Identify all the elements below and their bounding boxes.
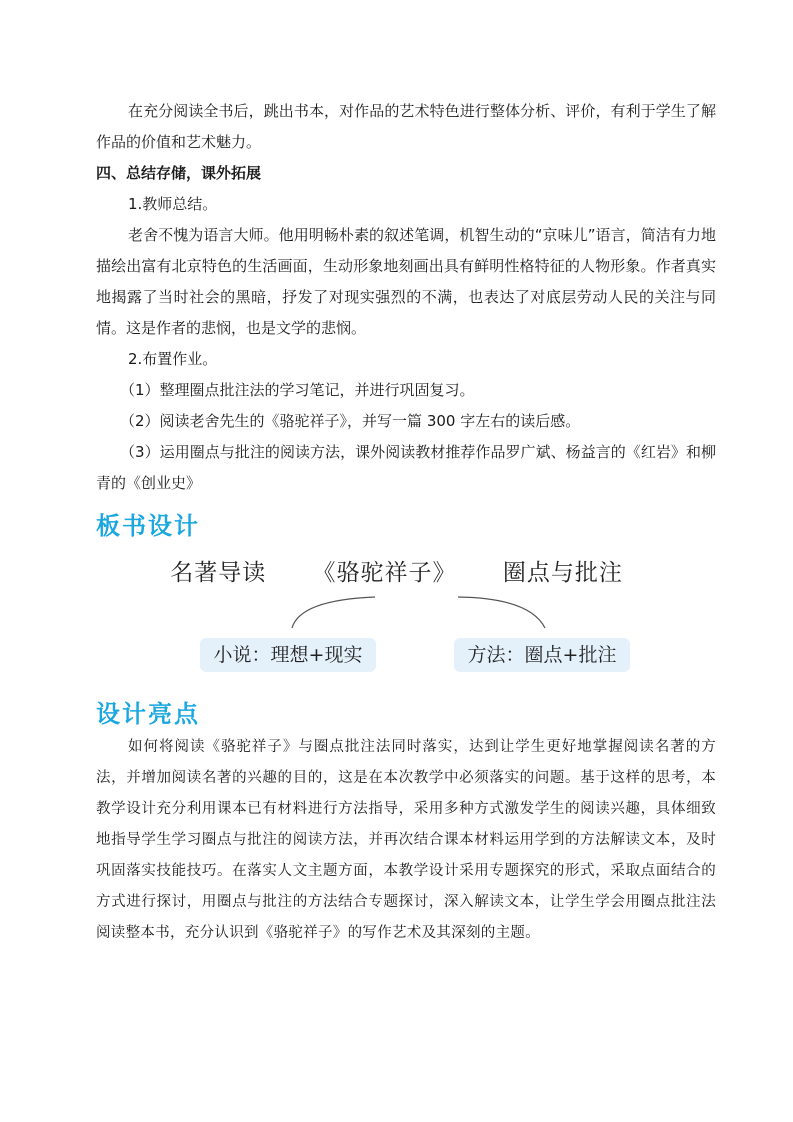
design-highlight-body: 如何将阅读《骆驼祥子》与圈点批注法同时落实，达到让学生更好地掌握阅读名著的方法，并增加阅读名著的兴趣的目的，这是在本次教学中必须落实的问题。基于这样的思考，本教学设计充分利用课本已有材料进行方法指导，采用多种方式激发学生的阅读兴趣，具体细致地指导学生学习圈点与批注的阅读方法，并再次结合课本材料运用学到的方法解读文本，及时巩固落实技能技巧。在落实人文主题方面，本教学设计采用专题探究的形式，采取点面结合的方式进行探讨，用圈点与批注的方法结合专题探讨，深入解读文本，让学生学会用圈点批注法阅读整本书，充分认识到《骆驼祥子》的写作艺术及其深刻的主题。 bbox=[96, 739, 716, 941]
intro-paragraph: 在充分阅读全书后，跳出书本，对作品的艺术特色进行整体分析、评价，有利于学生了解作品的价值和艺术魅力。 bbox=[96, 102, 716, 151]
board-design-heading: 板书设计 bbox=[96, 512, 200, 540]
board-right-box: 方法：圈点+批注 bbox=[454, 638, 630, 672]
left-arc bbox=[292, 597, 375, 628]
item1-title: 1.教师总结。 bbox=[128, 195, 218, 213]
item2-title: 2.布置作业。 bbox=[128, 350, 218, 368]
homework-1: （1）整理圈点批注法的学习笔记，并进行巩固复习。 bbox=[120, 381, 475, 399]
board-title-part3: 圈点与批注 bbox=[502, 560, 623, 586]
homework-3: （3）运用圈点与批注的阅读方法，课外阅读教材推荐作品罗广斌、杨益言的《红岩》和柳青的《创业史》 bbox=[96, 443, 716, 492]
board-title-part1: 名著导读 bbox=[170, 560, 267, 586]
board-left-box: 小说：理想+现实 bbox=[200, 638, 376, 672]
section4-heading: 四、总结存储，课外拓展 bbox=[96, 164, 262, 182]
item1-body: 老舍不愧为语言大师。他用明畅朴素的叙述笔调，机智生动的“京味儿”语言，简洁有力地描绘出富有北京特色的生活画面，生动形象地刻画出具有鲜明性格特征的人物形象。作者真实地揭露了当时社会的黑暗，抒发了对现实强烈的不满，也表达了对底层劳动人民的关注与同情。这是作者的悲悯，也是文学的悲悯。 bbox=[96, 226, 716, 337]
board-title-part2: 《骆驼祥子》 bbox=[312, 560, 457, 586]
right-arc bbox=[458, 597, 545, 628]
design-highlight-heading: 设计亮点 bbox=[96, 700, 200, 728]
homework-2: （2）阅读老舍先生的《骆驼祥子》，并写一篇 300 字左右的读后感。 bbox=[120, 412, 581, 430]
